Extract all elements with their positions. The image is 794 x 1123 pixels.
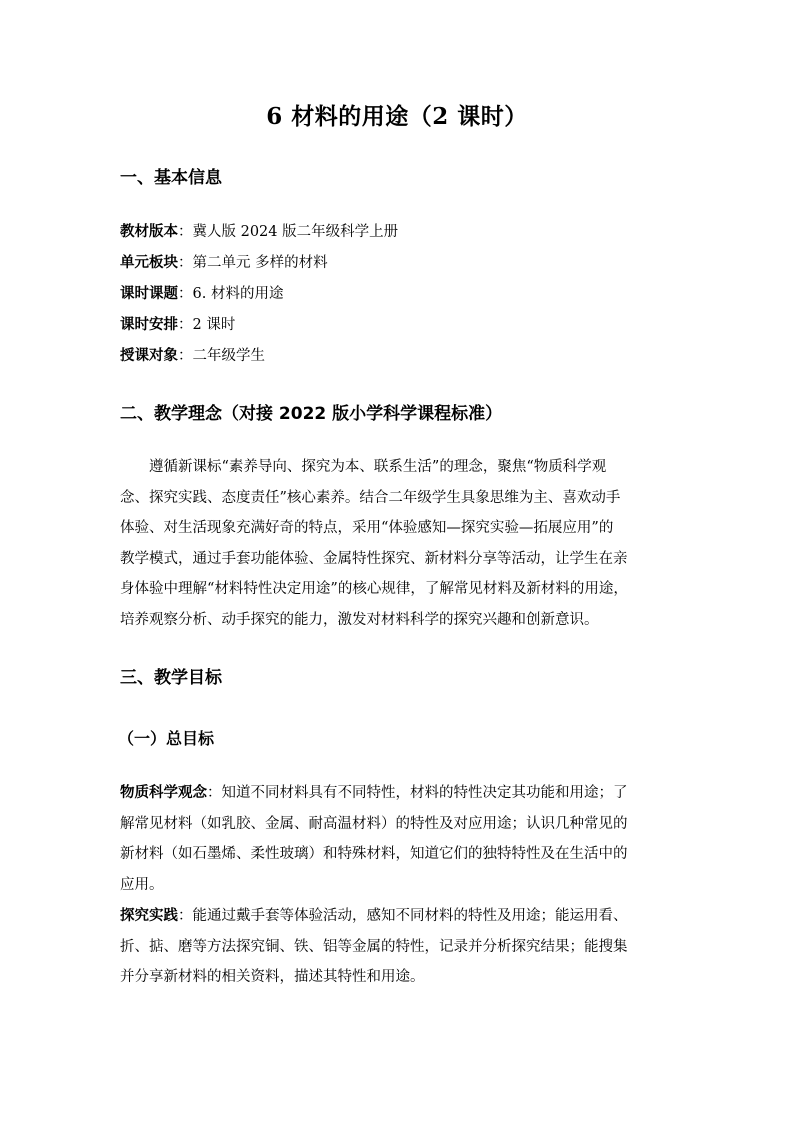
subsection-heading-overall-goal: （一）总目标 xyxy=(118,729,215,748)
info-row-unit xyxy=(120,252,328,274)
paragraph-line: 念、探究实践、态度责任”核心素养。结合二年级学生具象思维为主、喜欢动手 xyxy=(120,489,621,506)
paragraph-line: 新材料（如石墨烯、柔性玻璃）和特殊材料，知道它们的独特特性及在生活中的 xyxy=(120,846,628,863)
paragraph-line: 培养观察分析、动手探究的能力，激发对材料科学的探究兴趣和创新意识。 xyxy=(120,611,599,628)
info-sep: ： xyxy=(178,286,193,302)
info-row-textbook xyxy=(120,221,398,243)
goal-label: 探究实践 xyxy=(120,908,178,924)
info-sep: ： xyxy=(178,255,193,271)
info-value: 2 课时 xyxy=(192,317,236,333)
section-heading-teaching-goals: 三、教学目标 xyxy=(120,668,222,688)
paragraph-line xyxy=(120,901,676,932)
info-label: 课时课题 xyxy=(120,286,178,302)
section-heading-basic-info: 一、基本信息 xyxy=(120,168,222,188)
info-value: 6. 材料的用途 xyxy=(192,286,284,302)
info-label: 课时安排 xyxy=(120,317,178,333)
info-row-audience xyxy=(120,345,265,367)
goal-text: ：能通过戴手套等体验活动，感知不同材料的特性及用途；能运用看、 xyxy=(178,908,628,924)
goal-label: 物质科学观念 xyxy=(120,785,207,801)
info-value: 第二单元 多样的材料 xyxy=(192,255,328,271)
philosophy-paragraph xyxy=(120,452,676,636)
paragraph-line: 解常见材料（如乳胶、金属、耐高温材料）的特性及对应用途；认识几种常见的 xyxy=(120,815,628,832)
info-sep: ： xyxy=(178,224,193,240)
goal-inquiry-practice xyxy=(120,901,676,993)
paragraph-line xyxy=(120,778,676,809)
info-label: 教材版本 xyxy=(120,224,178,240)
paragraph-line: 身体验中理解“材料特性决定用途”的核心规律，了解常见材料及新材料的用途， xyxy=(120,581,628,598)
paragraph-line: 教学模式，通过手套功能体验、金属特性探究、新材料分享等活动，让学生在亲 xyxy=(120,550,628,567)
paragraph-line: 遵循新课标“素养导向、探究为本、联系生活”的理念，聚焦“物质科学观 xyxy=(120,459,607,475)
info-label: 授课对象 xyxy=(120,348,178,364)
paragraph-line: 应用。 xyxy=(120,876,164,893)
goal-material-science xyxy=(120,778,676,900)
paragraph-line: 折、掂、磨等方法探究铜、铁、铝等金属的特性，记录并分析探究结果；能搜集 xyxy=(120,938,628,955)
info-sep: ： xyxy=(178,317,193,333)
info-row-topic xyxy=(120,283,283,305)
info-value: 二年级学生 xyxy=(192,348,265,364)
goal-text: ：知道不同材料具有不同特性，材料的特性决定其功能和用途；了 xyxy=(207,785,628,801)
section-heading-teaching-philosophy: 二、教学理念（对接 2022 版小学科学课程标准） xyxy=(120,404,503,424)
document-title: 6 材料的用途（2 课时） xyxy=(266,103,528,130)
info-sep: ： xyxy=(178,348,193,364)
info-value: 冀人版 2024 版二年级科学上册 xyxy=(192,224,399,240)
paragraph-line: 并分享新材料的相关资料，描述其特性和用途。 xyxy=(120,969,425,986)
paragraph-line: 体验、对生活现象充满好奇的特点，采用“体验感知—探究实验—拓展应用”的 xyxy=(120,520,614,537)
info-row-schedule xyxy=(120,314,235,336)
info-label: 单元板块 xyxy=(120,255,178,271)
